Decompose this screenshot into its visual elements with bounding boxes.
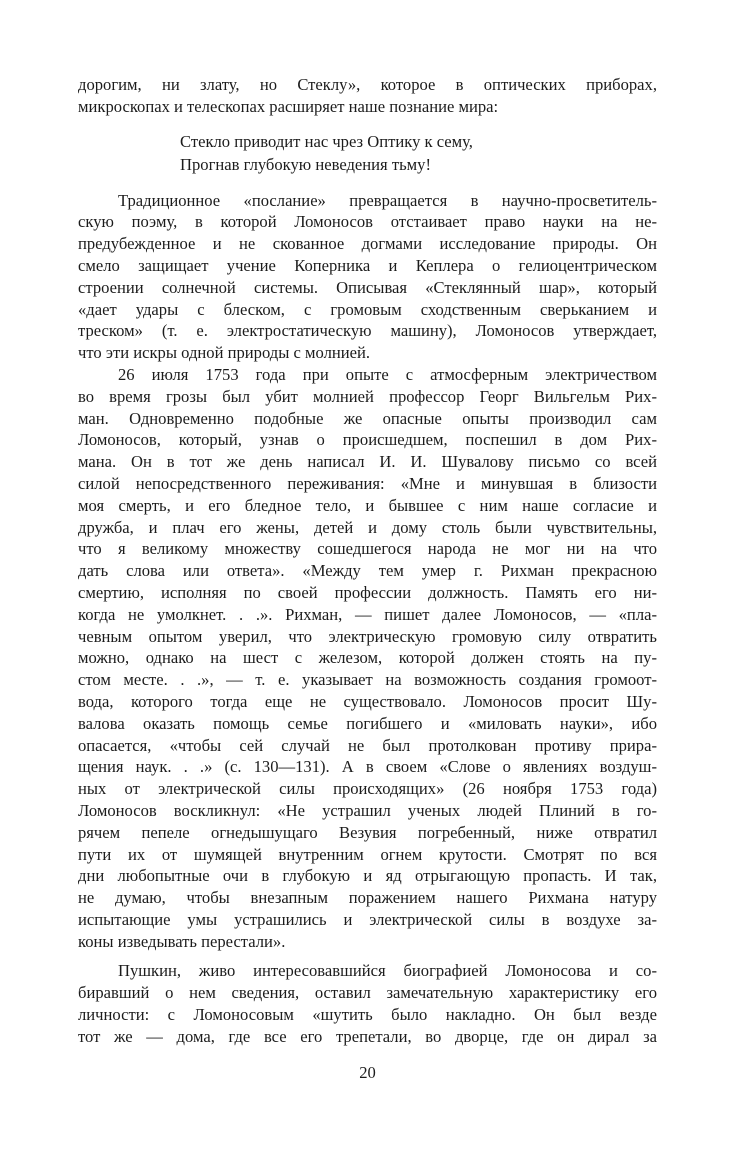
text-line: что я великому множеству сошедшегося народа не мог ни на что	[78, 539, 657, 559]
text-line: стом месте. . .», — т. е. указывает на возможность создания громоот-	[78, 670, 657, 690]
text-line: дружба, и плач его жены, детей и дому столь были чувствительны,	[78, 517, 657, 537]
text-line: 26 июля 1753 года при опыте с атмосферным электричеством	[118, 364, 657, 384]
text-line: можно, однако на шест с железом, которой должен стоять на пу-	[78, 648, 657, 668]
text-line: испытающие умы устрашились и электрической силы в воздухе за-	[78, 909, 657, 929]
text-line: Ломоносов, который, узнав о происшедшем, поспешил в дом Рих-	[78, 430, 657, 450]
verse-quote	[180, 130, 657, 176]
text-line: микроскопах и телескопах расширяет наше познание мира:	[78, 96, 499, 116]
text-line: мана. Он в тот же день написал И. И. Шувалову письмо со всей	[78, 452, 657, 472]
text-line: дать слова или ответа». «Между тем умер г. Рихман прекрасною	[78, 561, 657, 581]
text-line: биравший о нем сведения, оставил замечательную характеристику его	[78, 983, 657, 1003]
text-line: ман. Одновременно подобные же опасные опыты производил сам	[78, 408, 657, 428]
text-line: дни любопытные очи в глубокую и яд отрыгающую пропасть. И так,	[78, 866, 657, 886]
text-line: пути их от шумящей внутренним огнем крутости. Смотрят по вся	[78, 844, 657, 864]
text-line: смело защищает учение Коперника и Кеплера о гелиоцентрическом	[78, 255, 657, 275]
text-line: скую поэму, в которой Ломоносов отстаивает право науки на не-	[78, 212, 657, 232]
intro-text	[78, 74, 657, 118]
text-line: моя смерть, и его бледное тело, и бывшее с ним наше согласие и	[78, 495, 657, 515]
verse-line: Стекло приводит нас чрез Оптику к сему,	[180, 131, 473, 151]
text-line: строении солнечной системы. Описывая «Стеклянный шар», который	[78, 277, 657, 297]
text-line: предубежденное и не скованное догмами исследование природы. Он	[78, 234, 657, 254]
text-line: валова оказать помощь семье погибшего и «миловать науки», ибо	[78, 713, 657, 733]
text-line: ных от электрической силы происходящих» (26 ноября 1753 года)	[78, 779, 657, 799]
page-number: 20	[359, 1063, 376, 1082]
text-line: тот же — дома, где все его трепетали, во дворце, где он дирал за	[78, 1026, 657, 1046]
text-line: рячем пепеле огнедышущаго Везувия погребенный, ниже отвратил	[78, 822, 657, 842]
text-line: Пушкин, живо интересовавшийся биографией Ломоносова и со-	[118, 961, 657, 981]
text-line: дорогим, ни злату, но Стеклу», которое в оптических приборах,	[78, 75, 657, 94]
text-line: силой непосредственного переживания: «Мне и минувшая в близости	[78, 473, 657, 493]
text-line: не думаю, чтобы внезапным поражением нашего Рихмана натуру	[78, 888, 657, 908]
text-line: Ломоносов воскликнул: «Не устрашил ученых людей Плиний в го-	[78, 800, 657, 820]
text-line: треском» (т. е. электростатическую машину), Ломоносов утверждает,	[78, 321, 657, 341]
text-line: коны изведывать перестали».	[78, 931, 286, 951]
text-line: «дает удары с блеском, с громовым сходственным сверьканием и	[78, 299, 657, 319]
text-line: когда не умолкнет. . .». Рихман, — пишет далее Ломоносов, — «пла-	[78, 604, 657, 624]
text-line: личности: с Ломоносовым «шутить было накладно. Он был везде	[78, 1005, 657, 1025]
paragraph-1	[78, 190, 657, 364]
paragraph-2	[78, 364, 657, 953]
text-line: опасается, «чтобы сей случай не был протолкован противу прира-	[78, 735, 657, 755]
page-body	[78, 74, 657, 1048]
text-line: во время грозы был убит молнией профессор Георг Вильгельм Рих-	[78, 386, 657, 406]
text-line: чевным опытом уверил, что электрическую громовую силу отвратить	[78, 626, 657, 646]
text-line: вода, которого тогда еще не существовало. Ломоносов просит Шу-	[78, 691, 657, 711]
text-line: Традиционное «послание» превращается в научно-просветитель-	[118, 190, 657, 210]
paragraph-3	[78, 960, 657, 1047]
text-line: смертию, исполняя по своей профессии должность. Память его ни-	[78, 582, 657, 602]
verse-line: Прогнав глубокую неведения тьму!	[180, 154, 431, 174]
text-line: щения наук. . .» (с. 130—131). А в своем «Слове о явлениях воздуш-	[78, 757, 657, 777]
text-line: что эти искры одной природы с молнией.	[78, 343, 371, 363]
